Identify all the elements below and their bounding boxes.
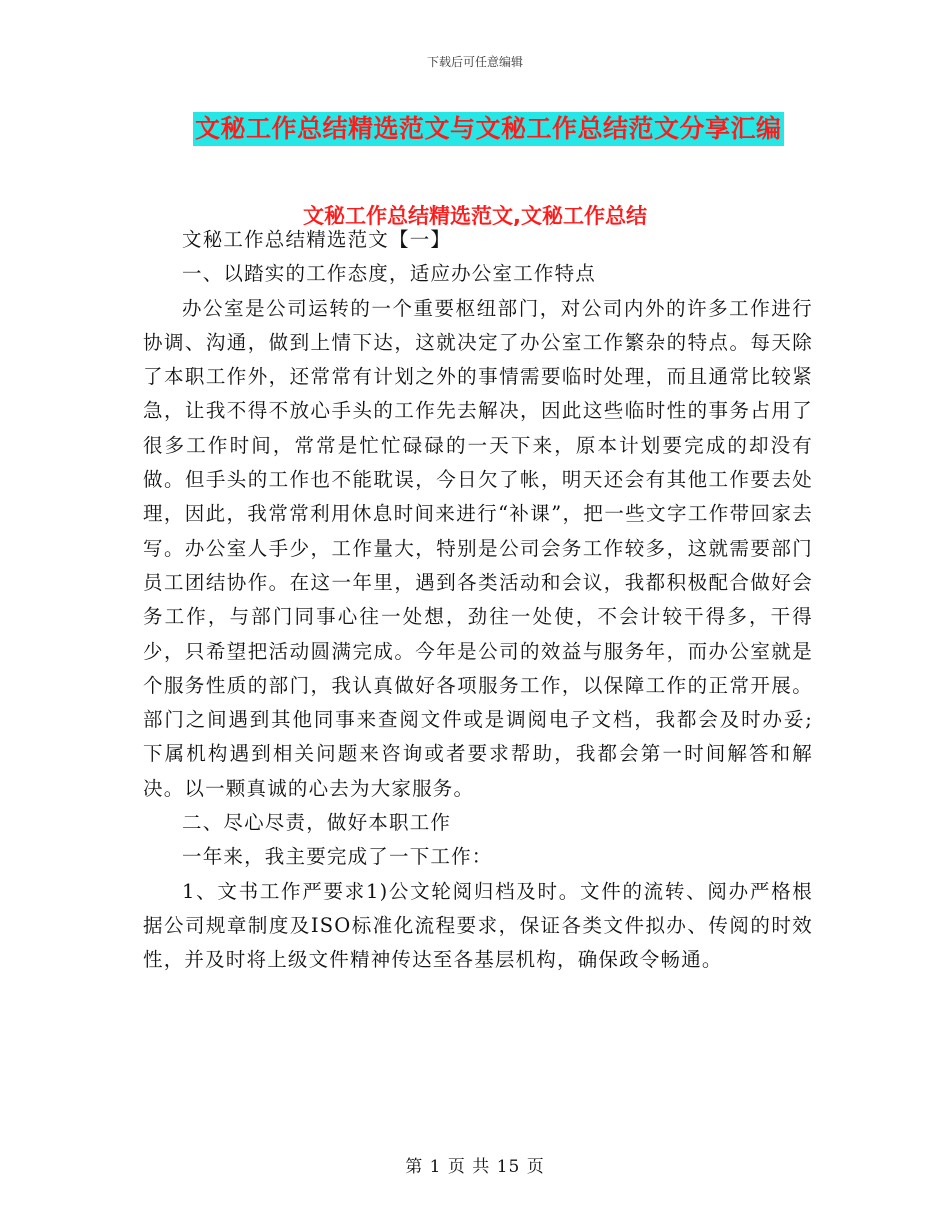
- paragraph-intro: 一年来，我主要完成了一下工作：: [182, 845, 493, 869]
- main-title: 文秘工作总结精选范文与文秘工作总结范文分享汇编: [193, 112, 784, 146]
- paragraph-heading-1: 一、以踏实的工作态度，适应办公室工作特点: [182, 262, 597, 286]
- main-title-container: [193, 112, 784, 146]
- document-body: [143, 223, 813, 978]
- paragraph-heading-2: 二、尽心尽责，做好本职工作: [182, 811, 452, 835]
- page-footer: 第 1 页 共 15 页: [405, 1157, 545, 1177]
- sub-title: 文秘工作总结精选范文,文秘工作总结: [303, 204, 647, 228]
- paragraph-section-heading: 文秘工作总结精选范文【一】: [182, 228, 452, 251]
- header-note: 下载后可任意编辑: [426, 55, 523, 69]
- paragraph-body: 办公室是公司运转的一个重要枢纽部门，对公司内外的许多工作进行协调、沟通，做到上情下达，这就决定了办公室工作繁杂的特点。每天除了本职工作外，还常常有计划之外的事情需要临时处理，而且通常比较紧急，让我不得不放心手头的工作先去解决，因此这些临时性的事务占用了很多工作时间，常常是忙忙碌碌的一天下来，原本计划要完成的却没有做。但手头的工作也不能耽误，今日欠了帐，明天还会有其他工作要去处理，因此，我常常利用休息时间来进行“补课”，把一些文字工作带回家去写。办公室人手少，工作量大，特别是公司会务工作较多，这就需要部门员工团结协作。在这一年里，遇到各类活动和会议，我都积极配合做好会务工作，与部门同事心往一处想，劲往一处使，不会计较干得多，干得少，只希望把活动圆满完成。今年是公司的效益与服务年，而办公室就是个服务性质的部门，我认真做好各项服务工作，以保障工作的正常开展。部门之间遇到其他同事来查阅文件或是调阅电子文档，我都会及时办妥;下属机构遇到相关问题来咨询或者要求帮助，我都会第一时间解答和解决。以一颗真诚的心去为大家服务。: [143, 296, 813, 800]
- paragraph-item-1: 1、文书工作严要求1)公文轮阅归档及时。文件的流转、阅办严格根据公司规章制度及ISO标准化流程要求，保证各类文件拟办、传阅的时效性，并及时将上级文件精神传达至各基层机构，确保政令畅通。: [143, 879, 813, 972]
